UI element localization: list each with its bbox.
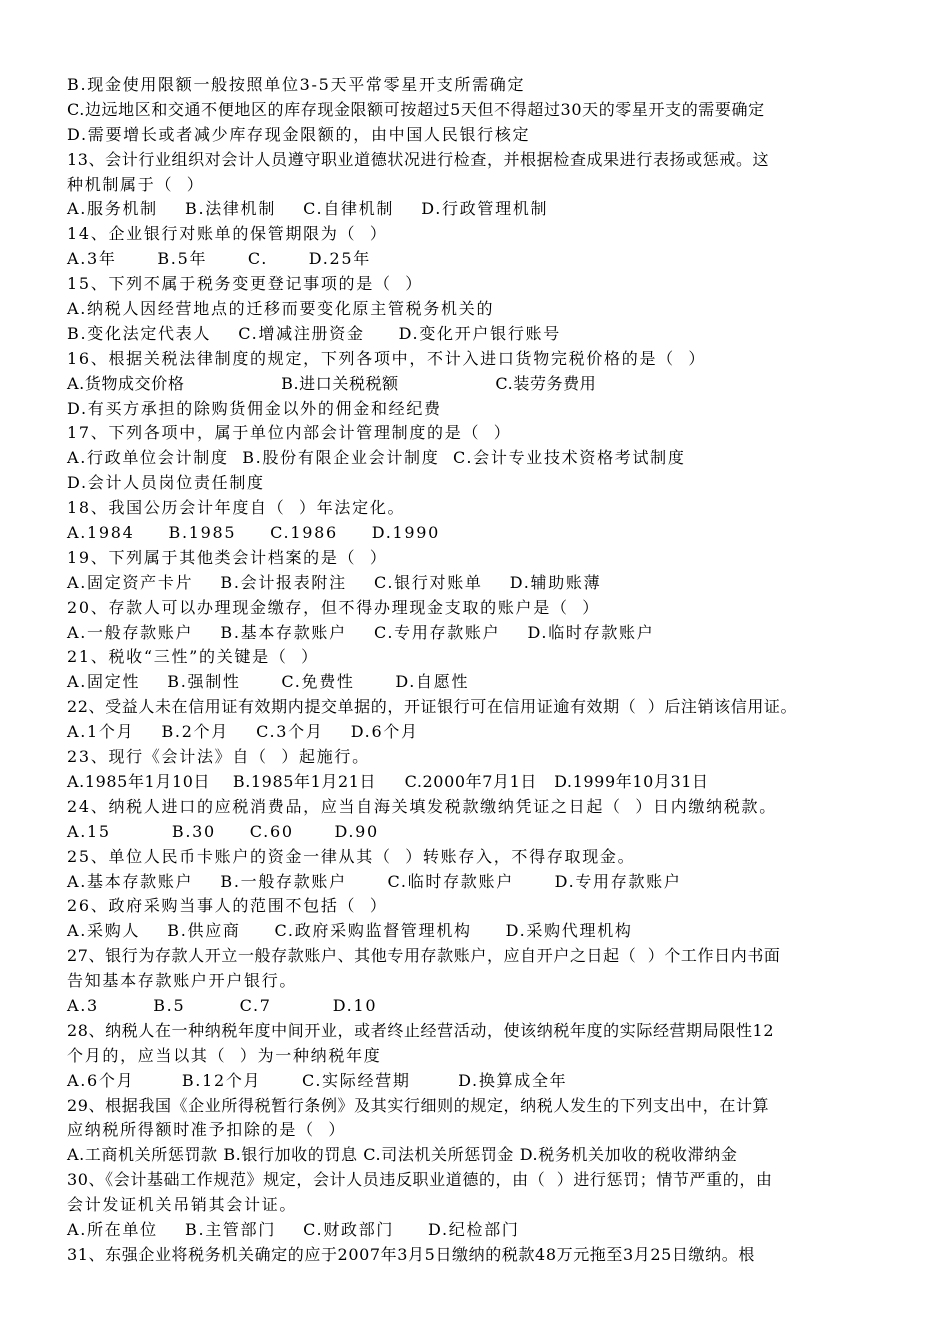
text-line-43: 应纳税所得额时准予扣除的是（ ）	[67, 1120, 347, 1140]
options-21: A.固定性 B.强制性 C.免费性 D.自愿性	[67, 672, 470, 692]
text-line-14: D.有买方承担的除购货佣金以外的佣金和经纪费	[67, 398, 442, 418]
options-16: A.货物成交价格 B.进口关税税额 C.装劳务费用	[67, 373, 597, 393]
question-17: 17、下列各项中，属于单位内部会计管理制度的是（ ）	[67, 423, 512, 443]
text-line-46: 会计发证机关吊销其会计证。	[67, 1195, 298, 1215]
text-line-5: 种机制属于（ ）	[67, 174, 205, 194]
options-28: A.6个月 B.12个月 C.实际经营期 D.换算成全年	[67, 1070, 568, 1090]
question-16: 16、根据关税法律制度的规定，下列各项中，不计入进口货物完税价格的是（ ）	[67, 348, 707, 368]
question-24: 24、纳税人进口的应税消费品，应当自海关填发税款缴纳凭证之日起（ ）日内缴纳税款。	[67, 796, 777, 816]
question-20: 20、存款人可以办理现金缴存，但不得办理现金支取的账户是（ ）	[67, 597, 600, 617]
options-17: A.行政单位会计制度 B.股份有限企业会计制度 C.会计专业技术资格考试制度	[67, 448, 686, 468]
question-25: 25、单位人民币卡账户的资金一律从其（ ）转账存入，不得存取现金。	[67, 846, 636, 866]
question-27: 27、银行为存款人开立一般存款账户、其他专用存款账户，应自开户之日起（ ）个工作日内书面	[67, 946, 781, 966]
options-15: B.变化法定代表人 C.增减注册资金 D.变化开户银行账号	[67, 323, 561, 343]
text-line-2: C.边远地区和交通不便地区的库存现金限额可按超过5天但不得超过30天的零星开支的需要确定	[67, 99, 765, 119]
question-23: 23、现行《会计法》自（ ）起施行。	[67, 747, 370, 767]
options-26: A.采购人 B.供应商 C.政府采购监督管理机构 D.采购代理机构	[67, 921, 633, 941]
question-22: 22、受益人未在信用证有效期内提交单据的，开证银行可在信用证逾有效期（ ）后注销该信用证。	[67, 697, 798, 717]
question-13: 13、会计行业组织对会计人员遵守职业道德状况进行检查，并根据检查成果进行表扬或惩戒。这	[67, 149, 770, 169]
options-23: A.1985年1月10日 B.1985年1月21日 C.2000年7月1日 D.1999年10月31日	[67, 771, 709, 791]
question-15: 15、下列不属于税务变更登记事项的是（ ）	[67, 274, 423, 294]
options-19: A.固定资产卡片 B.会计报表附注 C.银行对账单 D.辅助账薄	[67, 572, 602, 592]
options-20: A.一般存款账户 B.基本存款账户 C.专用存款账户 D.临时存款账户	[67, 622, 655, 642]
document-page	[67, 73, 897, 1268]
question-28: 28、纳税人在一种纳税年度中间开业，或者终止经营活动，使该纳税年度的实际经营期局限性12	[67, 1020, 775, 1040]
options-25: A.基本存款账户 B.一般存款账户 C.临时存款账户 D.专用存款账户	[67, 871, 682, 891]
question-26: 26、政府采购当事人的范围不包括（ ）	[67, 896, 388, 916]
text-line-17: D.会计人员岗位责任制度	[67, 473, 265, 493]
question-14: 14、企业银行对账单的保管期限为（ ）	[67, 224, 388, 244]
text-line-40: 个月的，应当以其（ ）为一种纳税年度	[67, 1045, 382, 1065]
text-line-1: B.现金使用限额一般按照单位3-5天平常零星开支所需确定	[67, 75, 526, 94]
options-13: A.服务机制 B.法律机制 C.自律机制 D.行政管理机制	[67, 199, 549, 219]
options-14: A.3年 B.5年 C. D.25年	[67, 249, 371, 269]
question-21: 21、税收“三性”的关键是（ ）	[67, 647, 319, 667]
question-31: 31、东强企业将税务机关确定的应于2007年3月5日缴纳的税款48万元拖至3月25日缴纳。根	[67, 1244, 755, 1264]
question-29: 29、根据我国《企业所得税暂行条例》及其实行细则的规定，纳税人发生的下列支出中，在计算	[67, 1095, 770, 1115]
text-line-37: 告知基本存款账户开户银行。	[67, 971, 298, 991]
question-30: 30、《会计基础工作规范》规定，会计人员违反职业道德的，由（ ）进行惩罚；情节严重的，由	[67, 1170, 773, 1190]
options-27: A.3 B.5 C.7 D.10	[67, 995, 378, 1015]
options-29: A.工商机关所惩罚款 B.银行加收的罚息 C.司法机关所惩罚金 D.税务机关加收的税收滞纳金	[67, 1145, 738, 1165]
text-line-10: A.纳税人因经营地点的迁移而要变化原主管税务机关的	[67, 299, 495, 319]
options-30: A.所在单位 B.主管部门 C.财政部门 D.纪检部门	[67, 1219, 520, 1239]
question-18: 18、我国公历会计年度自（ ）年法定化。	[67, 498, 406, 518]
options-24: A.15 B.30 C.60 D.90	[67, 821, 379, 841]
options-18: A.1984 B.1985 C.1986 D.1990	[67, 523, 441, 543]
options-22: A.1个月 B.2个月 C.3个月 D.6个月	[67, 722, 419, 742]
text-line-3: D.需要增长或者减少库存现金限额的，由中国人民银行核定	[67, 124, 531, 144]
question-19: 19、下列属于其他类会计档案的是（ ）	[67, 547, 388, 567]
